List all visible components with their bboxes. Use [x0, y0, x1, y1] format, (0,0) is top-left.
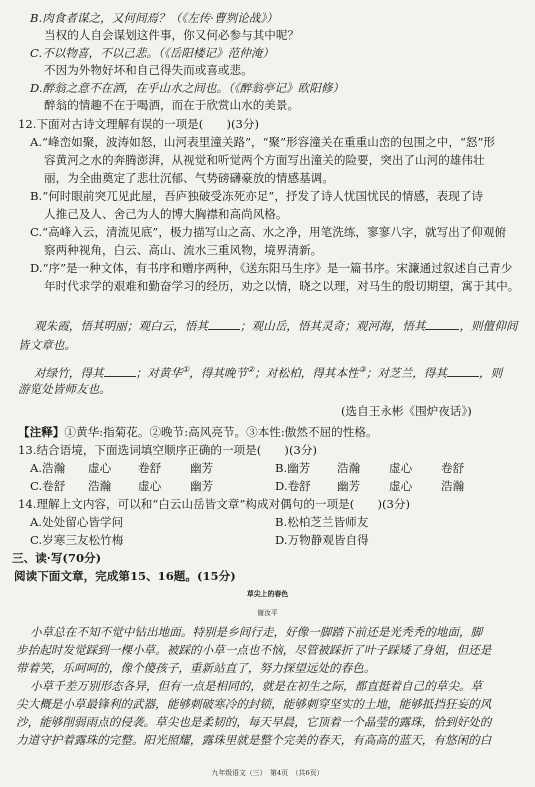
q12-stem: 12.下面对古诗文理解有误的一项是( )(3分) [18, 117, 260, 131]
passage-line4: 游览处皆师友也。 [18, 382, 111, 396]
q12-option-b-line2: 人推己及人、舍己为人的博大胸襟和高尚风格。 [44, 207, 288, 221]
article-p2-line3: 沙，能够削弱雨点的侵袭。草尖也是柔韧的，每天早晨，它顶着一个晶莹的露珠，恰到好处的 [16, 715, 492, 729]
q14-option-a: A.处处留心皆学问 [30, 515, 124, 529]
passage-line1: 观朱霞，悟其明丽；观白云，悟其 ；观山岳，悟其灵奇；观河海，悟其 ，则儃仰间 [34, 319, 518, 333]
q11-option-d: D.醉翁之意不在酒，在乎山水之间也。（《醉翁亭记》欧阳修） [30, 81, 345, 95]
blank-1[interactable] [208, 318, 240, 330]
q12-option-a-line1: A.“峰峦如聚，波涛如怒，山河表里潼关路”，“聚”形容潼关在重重山峦的包围之中，“怒”形 [30, 135, 495, 149]
article-p1-line3: 带着笑，乐呵呵的，像个傻孩子，重新站直了，努力探望远处的春色。 [16, 661, 376, 675]
q14-option-b: B.松柏芝兰皆师友 [275, 515, 369, 529]
q14-option-d: D.万物静观皆自得 [275, 533, 369, 547]
article-author: 谢汝平 [257, 609, 278, 617]
passage-line3: 对绿竹，得其 ；对黄华①，得其晚节②；对松柏，得其本性③；对芝兰，得其 ，则 [34, 365, 503, 380]
q12-option-b-line1: B.“何时眼前突兀见此屋，吾庐独破受冻死亦足”，抒发了诗人忧国忧民的情感，表现了诗 [30, 189, 484, 203]
section-heading: 三、读·写(70分) [12, 551, 102, 565]
q11-option-b-translation: 当权的人自会谋划这件事，你又何必参与其中呢？ [44, 28, 300, 42]
q12-option-c-line1: C.“高峰入云，清流见底”，极力描写山之高、水之净，用笔洗练，寥寥八字，就写出了仰观俯 [30, 225, 507, 239]
q12-option-a-line3: 丽，为全曲奠定了悲壮沉郁、气势磅礴豪放的情感基调。 [44, 171, 334, 185]
article-p2-line4: 力道守护着露珠的完整。阳光照耀，露珠里就是整个完美的春天，有高高的蓝天，有悠闲的白 [16, 733, 492, 747]
q11-option-b: B.肉食者谋之，又何间焉？（《左传·曹刿论战》） [30, 11, 278, 25]
q14-option-c: C.岁寒三友松竹梅 [30, 533, 124, 547]
q13-option-c: C.卷舒 浩瀚 虚心 幽芳 [30, 479, 214, 493]
page-footer: 九年级语文（三） 第4页 （共6页） [211, 769, 324, 777]
q13-option-a: A.浩瀚 虚心 卷舒 幽芳 [30, 461, 214, 475]
q11-option-d-translation: 醉翁的情趣不在于喝酒，而在于欣赏山水的美景。 [44, 98, 300, 112]
q12-option-d-line1: D.“序”是一种文体，有书序和赠序两种，《送东阳马生序》是一篇书序。宋濂通过叙述自己青少 [30, 261, 513, 275]
q13-stem: 13.结合语境，下面选词填空顺序正确的一项是( )(3分) [18, 443, 317, 457]
q11-option-c: C.不以物喜，不以己悲。（《岳阳楼记》范仲淹） [30, 46, 275, 60]
article-p2-line1: 小草千差万别形态各异，但有一点是相同的，就是在初生之际，都直挺着自己的草尖。草 [30, 679, 483, 693]
blank-4[interactable] [447, 365, 479, 377]
q12-option-c-line2: 察两种视角，白云、高山、流水三重风物，境界清新。 [44, 243, 323, 257]
q14-stem: 14.理解上文内容，可以和“白云山岳皆文章”构成对偶句的一项是( )(3分) [18, 497, 410, 511]
passage-source: (选自王永彬《围炉夜话》) [341, 404, 472, 418]
article-title: 草尖上的春色 [246, 590, 289, 598]
article-p2-line2: 尖大概是小草最锋利的武器，能够刺破寒冷的封锁，能够刺穿坚实的土地，能够抵挡狂妄的风 [16, 697, 492, 711]
blank-2[interactable] [425, 318, 459, 330]
article-p1-line1: 小草总在不知不觉中钻出地面。特别是乡间行走，好像一脚踏下前还是光秃秃的地面，脚 [30, 625, 483, 639]
article-p1-line2: 步抬起时发觉踩到一棵小草。被踩的小草一点也不恼，尽管被踩折了叶子踩矮了身姐，但还是 [16, 643, 492, 657]
passage-notes: 【注释】①黄华:指菊花。②晚节:高风亮节。③本性:傲然不屈的性格。 [18, 425, 378, 439]
q12-option-d-line2: 年时代求学的艰难和勤奋学习的经历，劝之以情，晓之以理，对马生的殷切期望，寓于其中。 [44, 279, 520, 293]
q13-option-d: D.卷舒 幽芳 虚心 浩瀚 [275, 479, 465, 493]
q12-option-a-line2: 容黄河之水的奔腾澎湃，从视觉和听觉两个方面写出潼关的险要，突出了山河的雄伟壮 [44, 153, 485, 167]
blank-3[interactable] [104, 365, 136, 377]
q11-option-c-translation: 不因为外物好坏和自己得失而或喜或悲。 [44, 63, 253, 77]
q13-option-b: B.幽芳 浩瀚 虚心 卷舒 [275, 461, 465, 475]
passage-line2: 皆文章也。 [18, 338, 76, 352]
reading-instruction: 阅读下面文章，完成第15、16题。(15分) [14, 569, 236, 583]
